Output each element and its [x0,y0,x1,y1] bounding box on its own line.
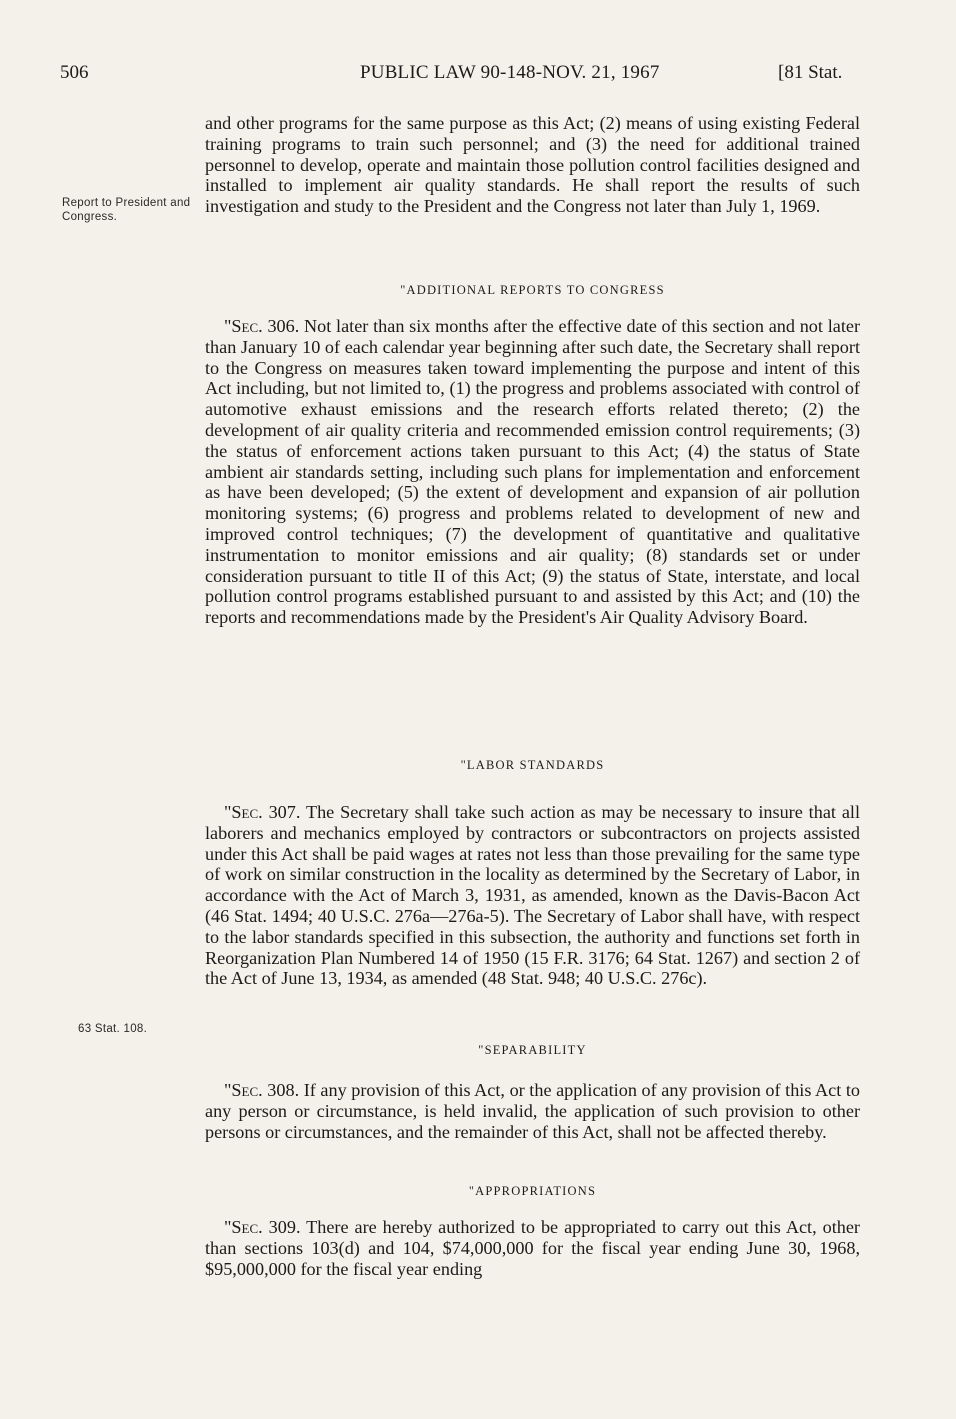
section-307-lead: "Sec. 307. [224,802,301,822]
running-title: PUBLIC LAW 90-148-NOV. 21, 1967 [360,62,660,83]
paragraph-continuation [205,113,860,217]
section-309-body: There are hereby authorized to be appropriated to carry out this Act, other than sections 103(d) and 104, $74,000,000 for the fiscal year ending June 30, 1968, $95,000,000 for the fiscal year ending [205,1217,860,1279]
section-309-text [205,1217,860,1279]
section-306 [205,316,860,628]
section-heading-307: "LABOR STANDARDS [460,758,605,772]
section-heading-309: "APPROPRIATIONS [468,1184,597,1198]
section-306-body: Not later than six months after the effective date of this section and not later than January 10 of each calendar year beginning after such date, the Secretary shall report to the Congress on measures taken toward implementing the purpose and intent of this Act including, but not limited to, (1) the progress and problems associated with control of automotive exhaust emissions and the research efforts related thereto; (2) the development of air quality criteria and recommended emission control requirements; (3) the status of enforcement actions taken pursuant to this Act; (4) the status of State ambient air standards setting, including such plans for implementation and enforcement as have been developed; (5) the extent of development and expansion of air pollution monitoring systems; (6) progress and problems related to development of new and improved control techniques; (7) the development of quantitative and qualitative instrumentation to monitor emissions and air quality; (8) standards set or under consideration pursuant to title II of this Act; (9) the status of State, interstate, and local pollution control programs established pursuant to and assisted by this Act; and (10) the reports and recommendations made by the President's Air Quality Advisory Board. [205,316,860,628]
margin-note-stat-reference: 63 Stat. 108. [78,1023,148,1035]
volume-label: [81 Stat. [778,62,843,83]
section-307 [205,802,860,989]
page-header [0,62,956,92]
section-heading-308: "SEPARABILITY [478,1043,587,1057]
section-306-lead: "Sec. 306. [224,316,300,336]
section-308 [205,1080,860,1142]
paragraph-text: and other programs for the same purpose as this Act; (2) means of using existing Federal training programs to train such personnel; and (3) the need for additional trained personnel to develop, operate and maintain those pollution control facilities designed and installed to implement air quality standards. He shall report the results of such investigation and study to the President and the Congress not later than July 1, 1969. [205,113,860,217]
section-heading-306: "ADDITIONAL REPORTS TO CONGRESS [400,283,665,297]
section-306-text [205,316,860,628]
section-307-text [205,802,860,989]
section-308-lead: "Sec. 308. [224,1080,300,1100]
section-309 [205,1217,860,1279]
margin-note-report: Report to President and Congress. [62,197,191,223]
section-307-body: The Secretary shall take such action as may be necessary to insure that all laborers and mechanics employed by contractors or subcontractors on projects assisted under this Act shall be paid wages at rates not less than those prevailing for the same type of work on similar construction in the locality as determined by the Secretary of Labor, in accordance with the Act of March 3, 1931, as amended, known as the Davis-Bacon Act (46 Stat. 1494; 40 U.S.C. 276a—276a-5). The Secretary of Labor shall have, with respect to the labor standards specified in this subsection, the authority and functions set forth in Reorganization Plan Numbered 14 of 1950 (15 F.R. 3176; 64 Stat. 1267) and section 2 of the Act of June 13, 1934, as amended (48 Stat. 948; 40 U.S.C. 276c). [205,802,860,989]
section-309-lead: "Sec. 309. [224,1217,301,1237]
section-308-text [205,1080,860,1142]
page-number: 506 [60,62,89,83]
section-308-body: If any provision of this Act, or the application of any provision of this Act to any person or circumstance, is held invalid, the application of such provision to other persons or circumstances, and the remainder of this Act, shall not be affected thereby. [205,1080,860,1142]
